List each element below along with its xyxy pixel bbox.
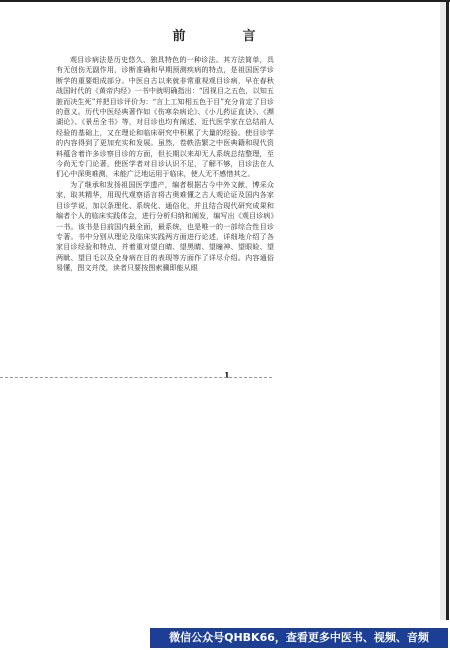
paragraph-2: 为了继承和发扬祖国医学遗产，编者根据古今中外文献，博采众家，取其精华，用现代观察语言将古奥难懂之古人观论证及国内各家目诊学说，加以条理化、系统化、通俗化，并且结合现代研究成果和编者个人的临床实践体会，进行分析归纳和阐发，编写出《观目诊病》一书。该书是目前国内最全面，最系统，也是唯一的一部综合性目诊专著。书中分别从理论及临床实践两方面进行论述，详细地介绍了各家目诊经验和特点，并着重对望白睛、望黑睛、望瞳神、望眼睑、望两眦、望目毛以及全身病在目的表现等方面作了详尽介绍。内容通俗易懂，图文并茂，读者只要按图索骥即能从眼 (56, 179, 274, 273)
footer-rule (0, 377, 272, 379)
top-border (0, 0, 450, 2)
watermark-banner: 微信公众号QHBK66，查看更多中医书、视频、音频 (150, 628, 448, 648)
page-title: 前 言 (172, 29, 278, 44)
body-text (56, 55, 274, 274)
right-border (446, 0, 449, 620)
paragraph-1: 观目诊病法是历史悠久、独具特色的一种诊法。其方法简单，具有无创伤无副作用，诊断准确和早期预测疾病的特点，是祖国医学诊断学的重要组成部分。中医自古以来就非常重视观目诊病，早在春秋战国时代的《黄帝内经》一书中就明确指出：“因视目之五色，以知五脏而决生死”并把目诊评价为：“言上工知相五色于目”充分肯定了目诊的意义。历代中医经典著作如《伤寒杂病论》、《小儿药证直诀》、《濒湖论》、《景岳全书》等，对目诊也均有阐述，近代医学家在总结前人经验的基础上，又在理论和临床研究中积累了大量的经验。使目诊学的内容得到了更加充实和发展。虽然，卷帙浩繁之中医典籍和现代资料蕴含着许多诊察目诊的方面，但长期以来却无人系统总结整理，至今尚无专门论著，使医学者对目诊认识不足，了解不够，目诊法在人们心中深奥难测，未能广泛地运用于临床，使人无不感惜其之。 (56, 55, 274, 179)
page-number: 1 (224, 370, 230, 380)
